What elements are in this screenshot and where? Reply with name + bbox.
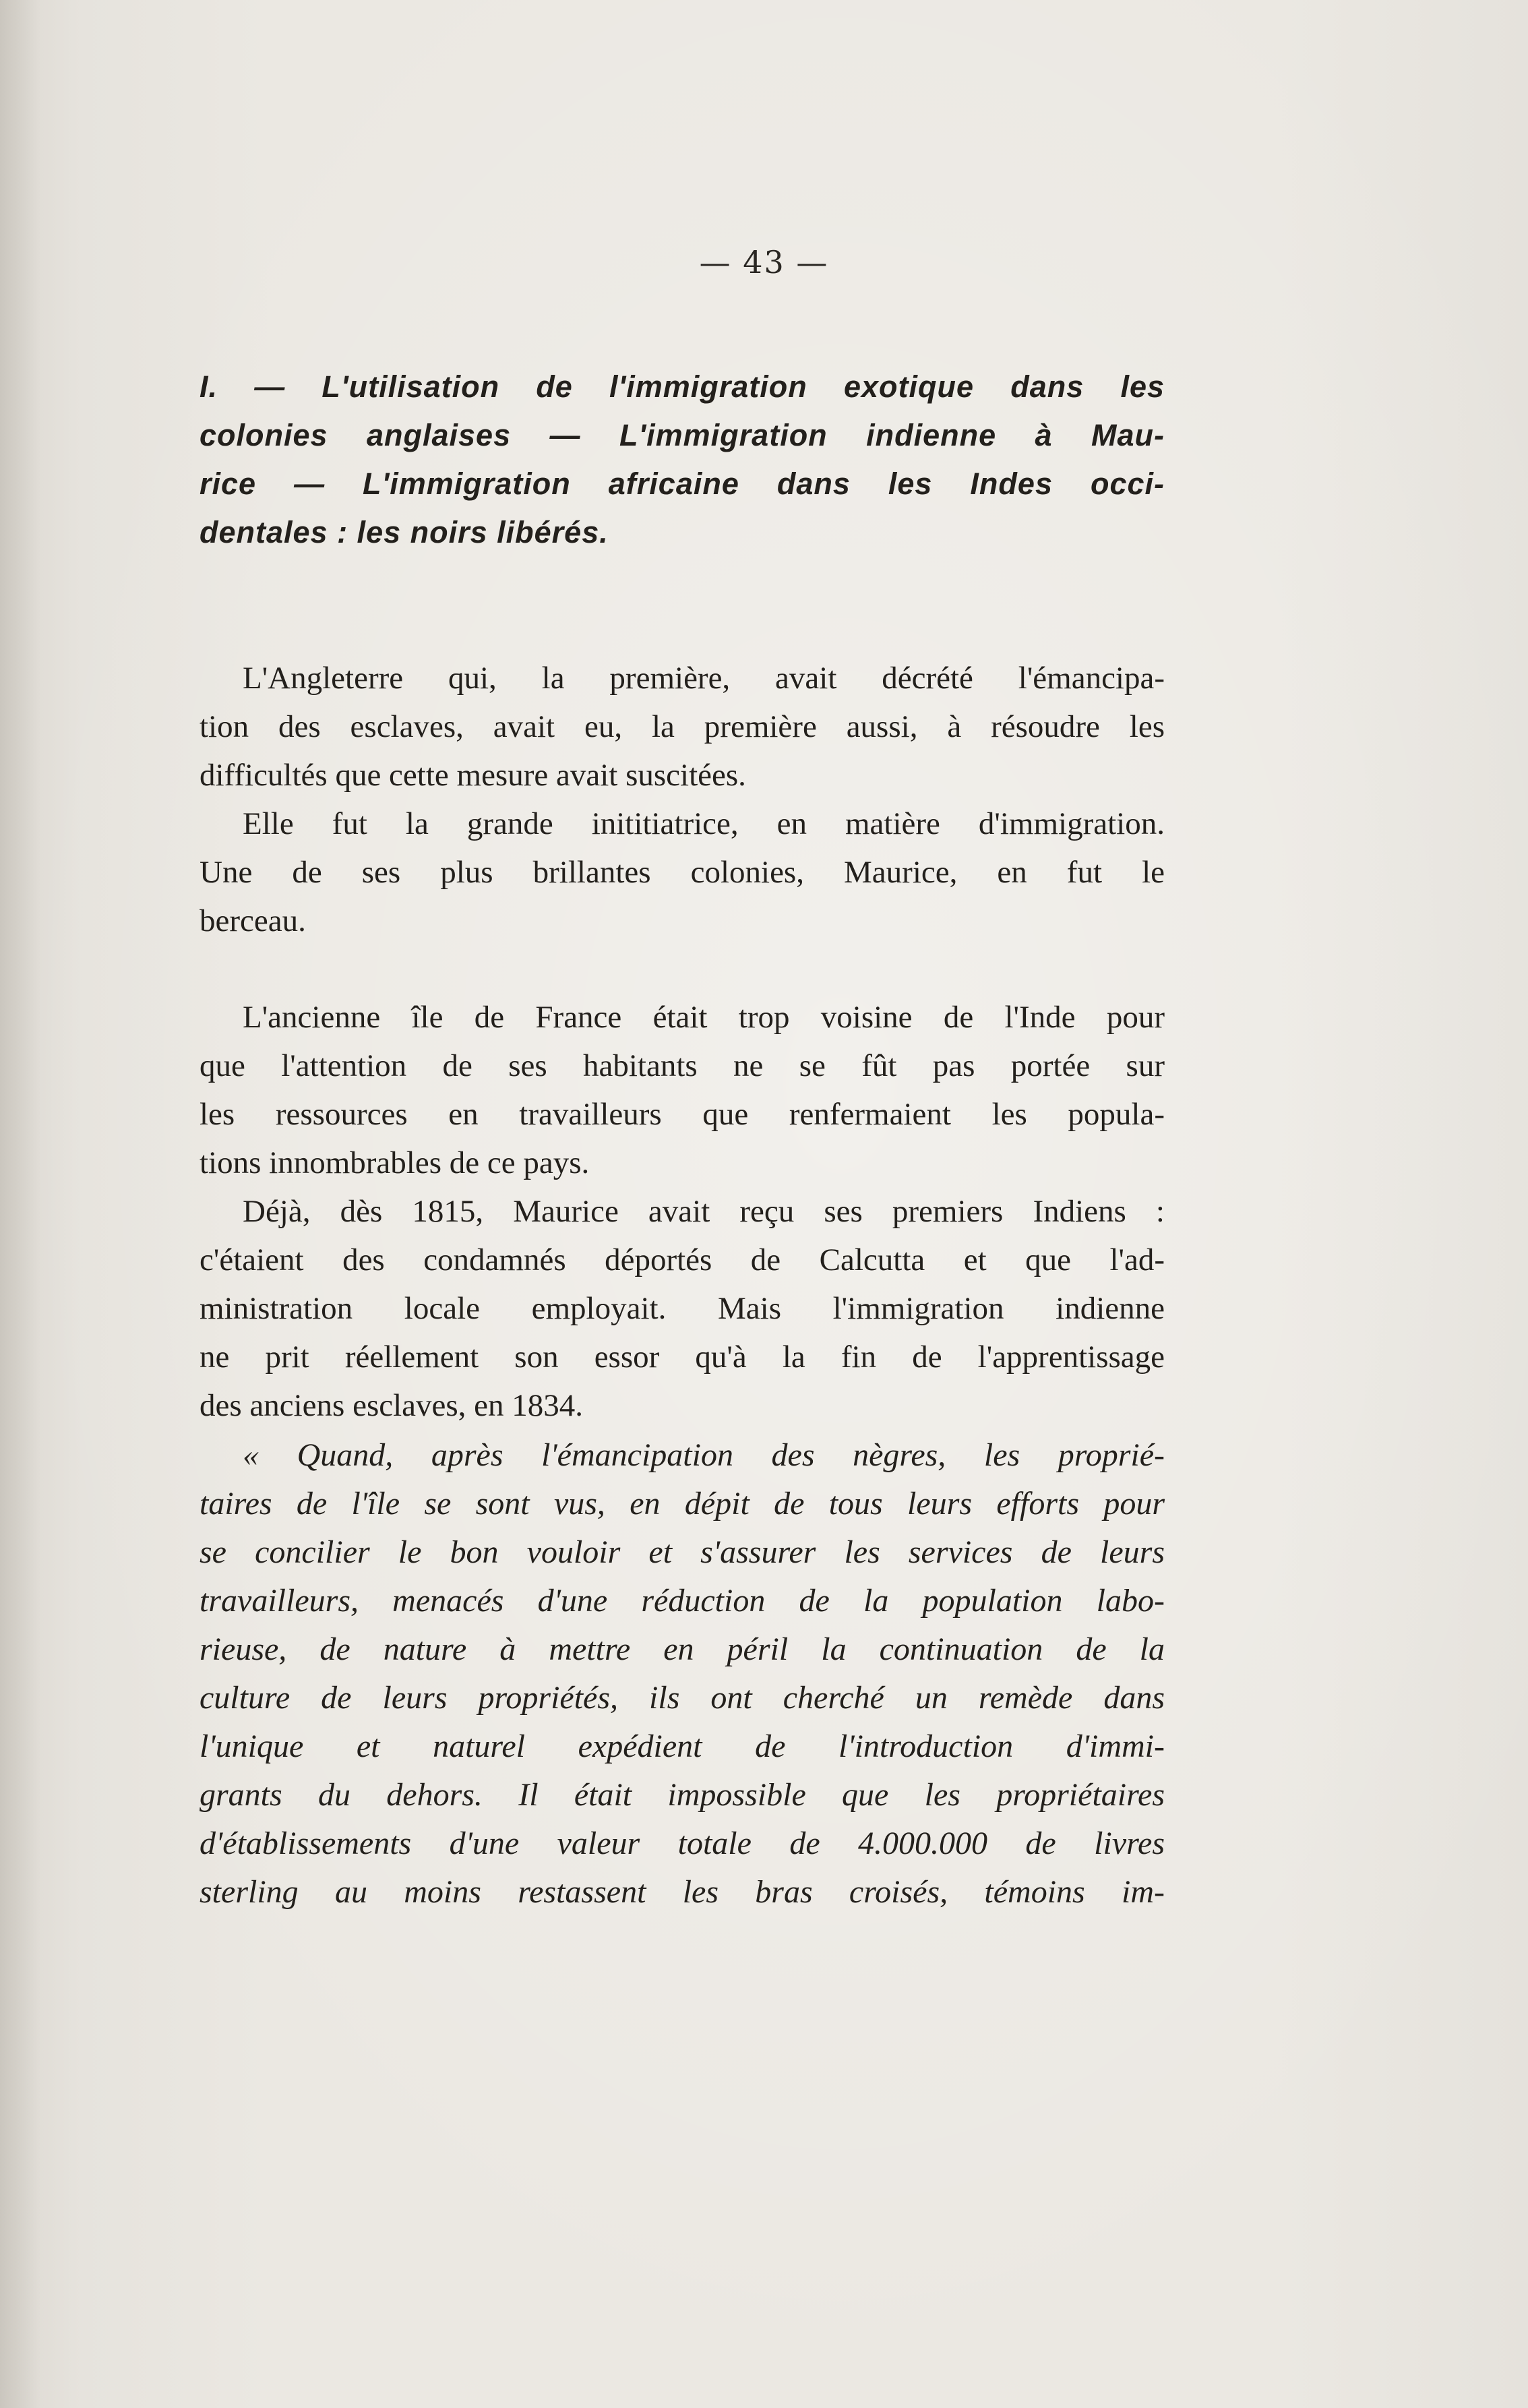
heading-line: I. — L'utilisation de l'immigration exotique dans les <box>200 369 1165 404</box>
heading-line: dentales : les noirs libérés. <box>200 515 609 549</box>
paragraph-line: tions innombrables de ce pays. <box>200 1145 590 1180</box>
paragraph-england <box>200 654 1165 945</box>
paragraph-line: L'Angleterre qui, la première, avait décrété l'émancipa- <box>243 661 1165 696</box>
page-gutter-shadow <box>0 0 40 2408</box>
paragraph-line: tion des esclaves, avait eu, la première aussi, à résoudre les <box>200 709 1165 744</box>
quote-line: d'établissements d'une valeur totale de 4.000.000 de livres <box>200 1826 1165 1861</box>
heading-line: rice — L'immigration africaine dans les Indes occi- <box>200 466 1165 501</box>
paragraph-line: Une de ses plus brillantes colonies, Maurice, en fut le <box>200 855 1165 890</box>
heading-line: colonies anglaises — L'immigration indienne à Mau- <box>200 418 1165 452</box>
quote-line: taires de l'île se sont vus, en dépit de tous leurs efforts pour <box>200 1486 1165 1522</box>
paragraph-line: difficultés que cette mesure avait suscitées. <box>200 758 746 793</box>
quote-line: l'unique et naturel expédient de l'introduction d'immi- <box>200 1728 1165 1764</box>
quote-line: sterling au moins restassent les bras croisés, témoins im- <box>200 1874 1165 1910</box>
paragraph-line: L'ancienne île de France était trop voisine de l'Inde pour <box>243 1000 1165 1035</box>
quote-line: « Quand, après l'émancipation des nègres, les proprié- <box>243 1437 1165 1473</box>
quoted-passage <box>200 1431 1165 1917</box>
paragraph-ile-de-france <box>200 993 1165 1430</box>
paragraph-line: ne prit réellement son essor qu'à la fin de l'apprentissage <box>200 1340 1165 1375</box>
quote-line: grants du dehors. Il était impossible que les propriétaires <box>200 1777 1165 1813</box>
paragraph-line: Elle fut la grande inititiatrice, en matière d'immigration. <box>243 806 1165 841</box>
quote-line: rieuse, de nature à mettre en péril la continuation de la <box>200 1631 1165 1667</box>
paragraph-line: berceau. <box>200 903 306 938</box>
page-number: — 43 — <box>699 244 829 280</box>
paragraph-line: des anciens esclaves, en 1834. <box>200 1388 584 1423</box>
section-heading <box>200 363 1165 557</box>
quote-line: se concilier le bon vouloir et s'assurer les services de leurs <box>200 1534 1165 1570</box>
paragraph-line: ministration locale employait. Mais l'immigration indienne <box>200 1291 1165 1326</box>
paragraph-line: que l'attention de ses habitants ne se fût pas portée sur <box>200 1048 1165 1083</box>
paragraph-line: les ressources en travailleurs que renfermaient les popula- <box>200 1097 1165 1132</box>
quote-line: culture de leurs propriétés, ils ont cherché un remède dans <box>200 1680 1165 1716</box>
paragraph-line: c'étaient des condamnés déportés de Calcutta et que l'ad- <box>200 1242 1165 1277</box>
paragraph-line: Déjà, dès 1815, Maurice avait reçu ses premiers Indiens : <box>243 1194 1165 1229</box>
quote-line: travailleurs, menacés d'une réduction de la population labo- <box>200 1583 1165 1619</box>
